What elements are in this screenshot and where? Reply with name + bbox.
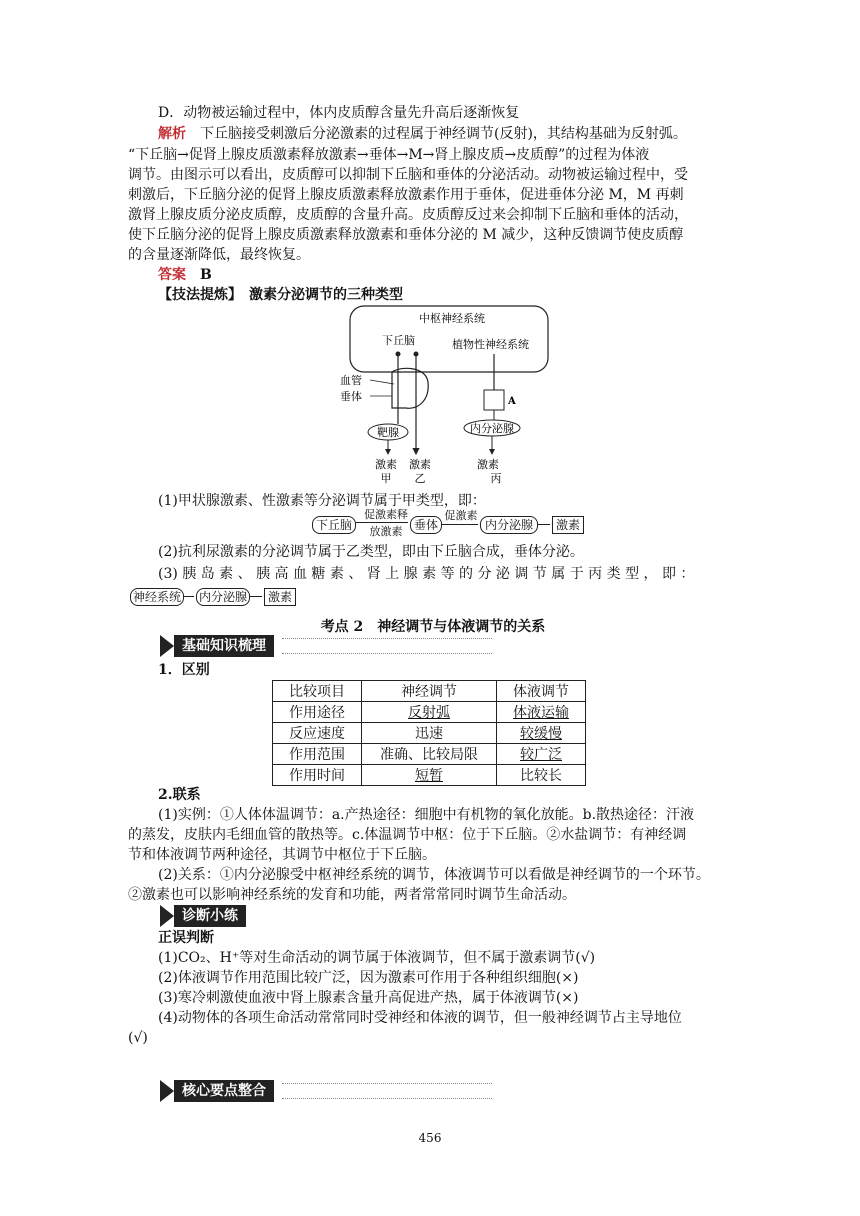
flow-c-arrow-1 xyxy=(184,596,194,597)
hormone-jia-1: 激素 xyxy=(375,458,397,471)
table-cell: 较缓慢 xyxy=(497,723,586,744)
analysis-line-3: 调节。由图示可以看出，皮质醇可以抑制下丘脑和垂体的分泌活动。动物被运输过程中，受 xyxy=(128,167,688,183)
table-row xyxy=(273,723,586,744)
relation-line-2: 的蒸发，皮肤内毛细血管的散热等。c.体温调节中枢：位于下丘脑。②水盐调节：有神经调 xyxy=(128,827,687,843)
answer-line xyxy=(158,265,768,285)
flow-a-release-bottom: 放激素 xyxy=(369,525,403,538)
flow-a-pituitary: 垂体 xyxy=(410,516,442,534)
table-cell: 作用时间 xyxy=(273,765,362,786)
section-title: 考点 2 神经调节与体液调节的关系 xyxy=(320,619,546,635)
table-row xyxy=(273,765,586,786)
comparison-table xyxy=(272,680,586,786)
table-header: 神经调节 xyxy=(362,681,497,702)
type-c-line: (3) 胰 岛 素 、 胰 高 血 糖 素 、 肾 上 腺 素 等 的 分 泌 调 节 属 于 丙 类 型 ， 即 ： xyxy=(158,566,695,582)
flow-c-hormone: 激素 xyxy=(264,588,296,606)
flow-c-nervous: 神经系统 xyxy=(130,588,184,606)
table-cell: 较广泛 xyxy=(497,744,586,765)
hormone-bing-1: 激素 xyxy=(477,458,499,471)
table-cell: 迅速 xyxy=(362,723,497,744)
hormone-regulation-diagram xyxy=(330,304,560,486)
table-header-row xyxy=(273,681,586,702)
bar-arrow-icon xyxy=(160,1080,174,1102)
table-cell: 反应速度 xyxy=(273,723,362,744)
table-cell: 反射弧 xyxy=(362,702,497,723)
flow-a-hormone: 激素 xyxy=(552,516,584,534)
judge-q3: (3)寒冷刺激使血液中肾上腺素含量升高促进产热，属于体液调节(×) xyxy=(158,990,579,1006)
table-header: 体液调节 xyxy=(497,681,586,702)
judge-q2: (2)体液调节作用范围比较广泛，因为激素可作用于各种组织细胞(×) xyxy=(158,970,579,986)
flow-a-tropic: 促激素 xyxy=(444,509,478,522)
cns-label: 中枢神经系统 xyxy=(419,312,485,325)
table-cell: 体液运输 xyxy=(497,702,586,723)
bar-arrow-icon xyxy=(160,635,174,657)
diagnosis-label: 诊断小练 xyxy=(174,905,246,927)
analysis-line-2: “下丘脑→促肾上腺皮质激素释放激素→垂体→M→肾上腺皮质→皮质醇”的过程为体液 xyxy=(128,147,650,163)
page-number: 456 xyxy=(418,1131,442,1145)
table-cell: 作用途径 xyxy=(273,702,362,723)
type-b-line: (2)抗利尿激素的分泌调节属于乙类型，即由下丘脑合成，垂体分泌。 xyxy=(158,544,584,560)
basics-bar xyxy=(160,635,492,657)
relation-heading: 2.联系 xyxy=(158,787,201,803)
analysis-text-1: 下丘脑接受刺激后分泌激素的过程属于神经调节(反射)，其结构基础为反射弧。 xyxy=(200,126,687,142)
table-cell: 比较长 xyxy=(497,765,586,786)
analysis-line-1 xyxy=(158,124,768,144)
skill-title: 【技法提炼】 激素分泌调节的三种类型 xyxy=(158,287,403,303)
analysis-line-7: 的含量逐渐降低，最终恢复。 xyxy=(128,247,310,263)
table-header: 比较项目 xyxy=(273,681,362,702)
flow-a-endocrine: 内分泌腺 xyxy=(480,516,538,534)
flow-c-endocrine: 内分泌腺 xyxy=(196,588,250,606)
flow-a-arrow-3 xyxy=(538,524,550,525)
analysis-line-6: 使下丘脑分泌的促肾上腺皮质激素释放激素和垂体分泌的 M 减少，这种反馈调节使皮质醇 xyxy=(128,227,684,243)
pituitary-label: 垂体 xyxy=(340,390,362,403)
table-row xyxy=(273,744,586,765)
hypothalamus-label: 下丘脑 xyxy=(382,334,415,347)
hormone-yi-1: 激素 xyxy=(409,458,431,471)
analysis-label: 解析 xyxy=(158,126,186,142)
synapse-a-box xyxy=(484,390,504,410)
d-option: D．动物被运输过程中，体内皮质醇含量先升高后逐渐恢复 xyxy=(158,105,520,121)
relation-line-4: (2)关系：①内分泌腺受中枢神经系统的调节，体液调节可以看做是神经调节的一个环节。 xyxy=(158,867,710,883)
judge-q4b: (√) xyxy=(128,1030,148,1046)
diagnosis-bar xyxy=(160,905,246,927)
answer-label: 答案 xyxy=(158,267,186,283)
hormone-yi-2: 乙 xyxy=(414,472,426,485)
dotted-rule xyxy=(282,1083,492,1099)
dotted-rule xyxy=(282,638,492,654)
ans-label: 植物性神经系统 xyxy=(452,338,529,351)
judge-q4a: (4)动物体的各项生命活动常常同时受神经和体液的调节，但一般神经调节占主导地位 xyxy=(158,1010,682,1026)
relation-line-1: (1)实例：①人体体温调节：a.产热途径：细胞中有机物的氧化放能。b.散热途径：汗液 xyxy=(158,807,695,823)
vessel-label: 血管 xyxy=(340,374,362,387)
table-cell: 作用范围 xyxy=(273,744,362,765)
endocrine-gland-label: 内分泌腺 xyxy=(470,422,514,435)
a-label: A xyxy=(508,396,516,407)
answer-value: B xyxy=(200,267,212,283)
type-a-line: (1)甲状腺激素、性激素等分泌调节属于甲类型，即： xyxy=(158,493,486,509)
flow-c-arrow-2 xyxy=(250,596,262,597)
table-cell: 短暂 xyxy=(362,765,497,786)
relation-line-5: ②激素也可以影响神经系统的发育和功能，两者常常同时调节生命活动。 xyxy=(128,887,576,903)
hormone-bing-2: 丙 xyxy=(490,472,502,485)
table-cell: 准确、比较局限 xyxy=(362,744,497,765)
target-gland-label: 靶腺 xyxy=(377,426,399,439)
flow-a-release-top: 促激素释 xyxy=(364,508,408,521)
judge-q1: (1)CO₂、H⁺等对生命活动的调节属于体液调节，但不属于激素调节(√) xyxy=(158,950,596,966)
flow-a-arrow-2 xyxy=(442,524,478,525)
table-row xyxy=(273,702,586,723)
core-bar xyxy=(160,1080,492,1102)
relation-line-3: 节和体液调节两种途径，其调节中枢位于下丘脑。 xyxy=(128,847,436,863)
judge-heading: 正误判断 xyxy=(158,930,214,946)
analysis-line-4: 刺激后，下丘脑分泌的促肾上腺皮质激素释放激素作用于垂体，促进垂体分泌 M，M 再刺 xyxy=(128,187,684,203)
basics-label: 基础知识梳理 xyxy=(174,635,274,657)
diff-heading: 1．区别 xyxy=(158,662,210,678)
hormone-jia-2: 甲 xyxy=(380,472,392,485)
core-label: 核心要点整合 xyxy=(174,1080,274,1102)
flow-a-hypothalamus: 下丘脑 xyxy=(312,516,356,534)
bar-arrow-icon xyxy=(160,905,174,927)
analysis-line-5: 激肾上腺皮质分泌皮质醇，皮质醇的含量升高。皮质醇反过来会抑制下丘脑和垂体的活动， xyxy=(128,207,688,223)
